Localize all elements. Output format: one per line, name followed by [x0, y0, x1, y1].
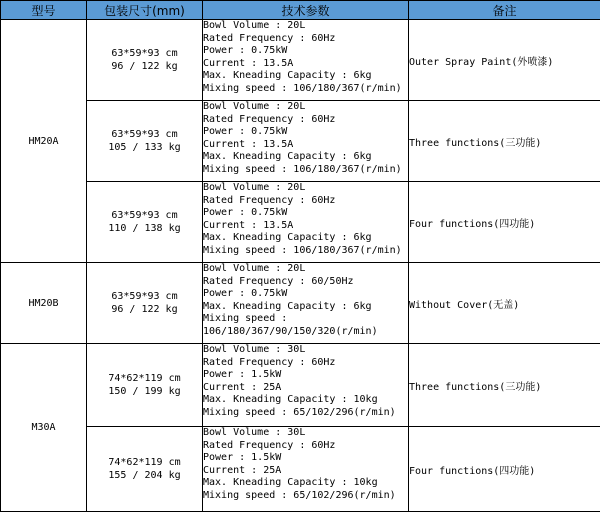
package-cell: [87, 263, 203, 344]
spec-line: Power : 0.75kW: [203, 207, 288, 219]
header-package: 包装尺寸(mm): [87, 1, 203, 20]
spec-line: Power : 1.5kW: [203, 369, 282, 381]
specs-cell: [203, 101, 409, 182]
spec-line: Max. Kneading Capacity : 6kg: [203, 300, 372, 312]
spec-line: Current : 13.5A: [203, 138, 294, 150]
spec-line: Bowl Volume : 20L: [203, 182, 306, 193]
package-dimensions: 63*59*93 cm: [111, 48, 178, 59]
spec-line: Mixing speed :: [203, 313, 288, 325]
remark-cell: Without Cover(无盖): [409, 263, 600, 344]
package-weight: 105 / 133 kg: [108, 142, 181, 153]
spec-line: Max. Kneading Capacity : 6kg: [203, 70, 372, 82]
spec-line: Max. Kneading Capacity : 6kg: [203, 232, 372, 244]
table-row: [1, 344, 600, 427]
remark-cell: Three functions(三功能): [409, 344, 600, 427]
spec-line: Rated Frequency : 60Hz: [203, 439, 336, 451]
package-weight: 150 / 199 kg: [108, 386, 181, 397]
spec-line: Current : 13.5A: [203, 219, 294, 231]
spec-line: Mixing speed : 106/180/367(r/min): [203, 82, 402, 94]
spec-line: Power : 1.5kW: [203, 452, 282, 464]
spec-line: Mixing speed : 65/102/296(r/min): [203, 489, 396, 501]
specs-cell: [203, 20, 409, 101]
spec-line: Rated Frequency : 60Hz: [203, 356, 336, 368]
spec-line: Bowl Volume : 20L: [203, 263, 306, 274]
package-cell: [87, 101, 203, 182]
header-model: 型号: [1, 1, 87, 20]
specs-cell: [203, 263, 409, 344]
model-cell: HM20B: [1, 263, 87, 344]
spec-line: Rated Frequency : 60Hz: [203, 113, 336, 125]
spec-line: Bowl Volume : 30L: [203, 344, 306, 355]
package-weight: 96 / 122 kg: [111, 304, 178, 315]
model-cell: HM20A: [1, 20, 87, 263]
package-cell: [87, 20, 203, 101]
package-dimensions: 63*59*93 cm: [111, 291, 178, 302]
specs-cell: [203, 344, 409, 427]
remark-cell: Outer Spray Paint(外喷漆): [409, 20, 600, 101]
spec-line: Rated Frequency : 60Hz: [203, 194, 336, 206]
package-dimensions: 74*62*119 cm: [108, 457, 181, 468]
spec-line: Max. Kneading Capacity : 6kg: [203, 151, 372, 163]
package-dimensions: 63*59*93 cm: [111, 129, 178, 140]
specs-cell: [203, 182, 409, 263]
spec-line: Max. Kneading Capacity : 10kg: [203, 394, 378, 406]
package-weight: 110 / 138 kg: [108, 223, 181, 234]
table-row: [1, 263, 600, 344]
package-cell: [87, 427, 203, 512]
spec-line: Mixing speed : 106/180/367(r/min): [203, 163, 402, 175]
spec-line: Rated Frequency : 60/50Hz: [203, 275, 354, 287]
spec-line: Power : 0.75kW: [203, 126, 288, 138]
table-row: [1, 101, 600, 182]
spec-line: 106/180/367/90/150/320(r/min): [203, 325, 378, 337]
spec-line: Bowl Volume : 20L: [203, 20, 306, 31]
specs-cell: [203, 427, 409, 512]
spec-line: Mixing speed : 65/102/296(r/min): [203, 406, 396, 418]
table-row: [1, 20, 600, 101]
package-weight: 155 / 204 kg: [108, 470, 181, 481]
package-cell: [87, 182, 203, 263]
spec-line: Power : 0.75kW: [203, 45, 288, 57]
spec-line: Max. Kneading Capacity : 10kg: [203, 477, 378, 489]
spec-line: Power : 0.75kW: [203, 288, 288, 300]
table-row: [1, 182, 600, 263]
spec-line: Current : 25A: [203, 464, 282, 476]
package-cell: [87, 344, 203, 427]
remark-cell: Three functions(三功能): [409, 101, 600, 182]
header-remarks: 备注: [409, 1, 600, 20]
header-specs: 技术参数: [203, 1, 409, 20]
spec-line: Rated Frequency : 60Hz: [203, 32, 336, 44]
header-row: [1, 1, 600, 20]
model-cell: M30A: [1, 344, 87, 512]
package-dimensions: 63*59*93 cm: [111, 210, 178, 221]
package-weight: 96 / 122 kg: [111, 61, 178, 72]
remark-cell: Four functions(四功能): [409, 427, 600, 512]
spec-line: Current : 25A: [203, 381, 282, 393]
table-row: [1, 427, 600, 512]
spec-line: Bowl Volume : 30L: [203, 427, 306, 438]
remark-cell: Four functions(四功能): [409, 182, 600, 263]
spec-line: Bowl Volume : 20L: [203, 101, 306, 112]
spec-line: Current : 13.5A: [203, 57, 294, 69]
spec-line: Mixing speed : 106/180/367(r/min): [203, 244, 402, 256]
package-dimensions: 74*62*119 cm: [108, 373, 181, 384]
